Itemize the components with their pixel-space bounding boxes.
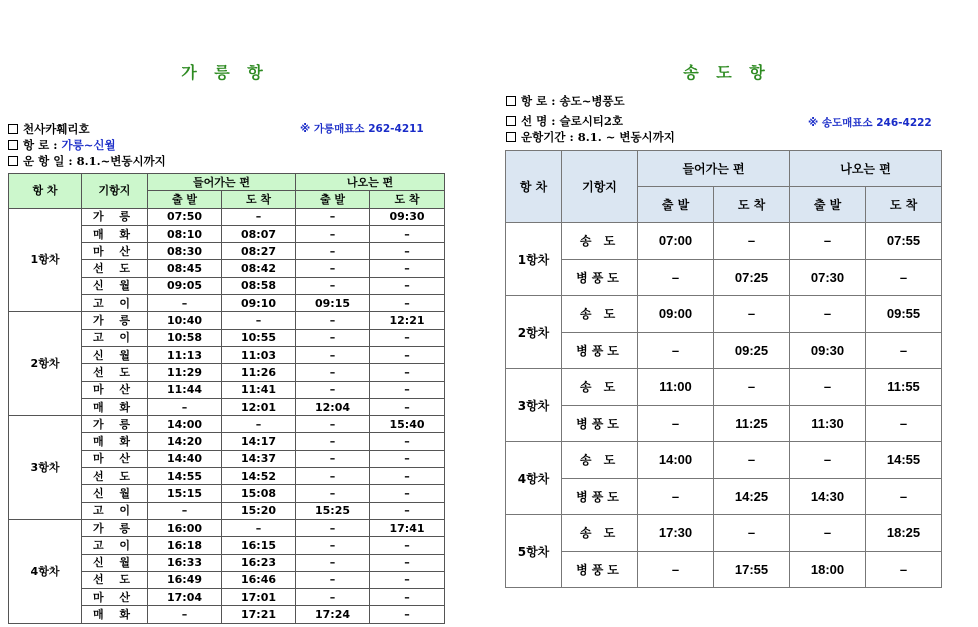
time-cell: – <box>370 225 445 242</box>
port-cell: 선 도 <box>82 260 148 277</box>
time-cell: 09:30 <box>370 208 445 225</box>
time-cell: – <box>714 369 790 406</box>
time-cell: – <box>296 519 370 536</box>
time-cell: 16:49 <box>148 571 222 588</box>
header-voyage: 항 차 <box>506 151 562 223</box>
left-contact: ※ 가릉매표소 262-4211 <box>300 123 424 135</box>
voyage-cell: 1항차 <box>506 223 562 296</box>
time-cell: 07:55 <box>866 223 942 260</box>
header-depart: 출 발 <box>638 187 714 223</box>
time-cell: 17:21 <box>222 606 296 623</box>
time-cell: – <box>296 589 370 606</box>
left-section-title: 가 릉 항 <box>181 63 269 82</box>
time-cell: 12:21 <box>370 312 445 329</box>
header-arrive: 도 착 <box>866 187 942 223</box>
port-cell: 선 도 <box>82 571 148 588</box>
time-cell: – <box>370 364 445 381</box>
time-cell: 11:25 <box>714 405 790 442</box>
voyage-cell: 3항차 <box>9 416 82 520</box>
time-cell: 11:41 <box>222 381 296 398</box>
left-timetable <box>8 173 445 624</box>
table-row <box>9 519 445 536</box>
header-depart: 출 발 <box>148 191 222 208</box>
port-cell: 마 산 <box>82 243 148 260</box>
voyage-cell: 3항차 <box>506 369 562 442</box>
time-cell: – <box>222 208 296 225</box>
time-cell: 14:00 <box>148 416 222 433</box>
checkbox-icon <box>8 124 18 134</box>
port-cell: 선 도 <box>82 468 148 485</box>
table-row <box>506 296 942 333</box>
time-cell: 08:45 <box>148 260 222 277</box>
table-row <box>506 405 942 442</box>
table-row <box>9 208 445 225</box>
time-cell: – <box>370 450 445 467</box>
time-cell: – <box>714 442 790 479</box>
time-cell: 14:17 <box>222 433 296 450</box>
port-cell: 송 도 <box>562 223 638 260</box>
port-cell: 병풍도 <box>562 332 638 369</box>
checkbox-icon <box>506 96 516 106</box>
time-cell: – <box>790 515 866 552</box>
time-cell: – <box>370 277 445 294</box>
time-cell: 11:55 <box>866 369 942 406</box>
time-cell: 10:58 <box>148 329 222 346</box>
time-cell: – <box>714 515 790 552</box>
time-cell: – <box>790 296 866 333</box>
time-cell: 09:25 <box>714 332 790 369</box>
time-cell: – <box>370 571 445 588</box>
time-cell: – <box>370 346 445 363</box>
table-row <box>506 259 942 296</box>
port-cell: 가 릉 <box>82 312 148 329</box>
time-cell: – <box>296 260 370 277</box>
header-outbound: 나오는 편 <box>790 151 942 187</box>
time-cell: 14:37 <box>222 450 296 467</box>
time-cell: 15:15 <box>148 485 222 502</box>
time-cell: – <box>222 416 296 433</box>
time-cell: 16:46 <box>222 571 296 588</box>
time-cell: – <box>866 332 942 369</box>
time-cell: 14:52 <box>222 468 296 485</box>
time-cell: 14:55 <box>866 442 942 479</box>
port-cell: 병풍도 <box>562 259 638 296</box>
voyage-cell: 2항차 <box>9 312 82 416</box>
port-cell: 병풍도 <box>562 551 638 588</box>
voyage-cell: 1항차 <box>9 208 82 312</box>
time-cell: – <box>370 537 445 554</box>
port-cell: 가 릉 <box>82 208 148 225</box>
time-cell: 17:01 <box>222 589 296 606</box>
time-cell: 12:01 <box>222 398 296 415</box>
time-cell: 14:40 <box>148 450 222 467</box>
time-cell: – <box>638 332 714 369</box>
time-cell: – <box>222 312 296 329</box>
right-ship-name: 선 명 : 슬로시티2호 <box>506 113 623 129</box>
time-cell: – <box>296 468 370 485</box>
time-cell: 08:27 <box>222 243 296 260</box>
time-cell: 07:00 <box>638 223 714 260</box>
time-cell: 12:04 <box>296 398 370 415</box>
time-cell: – <box>370 381 445 398</box>
time-cell: 14:55 <box>148 468 222 485</box>
time-cell: – <box>370 485 445 502</box>
checkbox-icon <box>8 156 18 166</box>
right-timetable <box>505 150 942 588</box>
time-cell: – <box>714 223 790 260</box>
time-cell: – <box>296 225 370 242</box>
time-cell: 15:40 <box>370 416 445 433</box>
time-cell: 18:00 <box>790 551 866 588</box>
left-route-value: 가릉~신월 <box>61 138 116 152</box>
time-cell: 15:20 <box>222 502 296 519</box>
header-port: 기항지 <box>562 151 638 223</box>
checkbox-icon <box>506 132 516 142</box>
time-cell: – <box>370 295 445 312</box>
checkbox-icon <box>506 116 516 126</box>
time-cell: – <box>296 364 370 381</box>
time-cell: 09:15 <box>296 295 370 312</box>
time-cell: – <box>296 208 370 225</box>
time-cell: – <box>296 381 370 398</box>
time-cell: – <box>370 243 445 260</box>
time-cell: – <box>296 416 370 433</box>
time-cell: 08:07 <box>222 225 296 242</box>
right-period: 운항기간 : 8.1. ~ 변동시까지 <box>506 129 675 145</box>
header-port: 기항지 <box>82 174 148 209</box>
time-cell: 09:30 <box>790 332 866 369</box>
voyage-cell: 5항차 <box>506 515 562 588</box>
port-cell: 송 도 <box>562 296 638 333</box>
time-cell: 09:00 <box>638 296 714 333</box>
time-cell: – <box>370 606 445 623</box>
time-cell: 16:18 <box>148 537 222 554</box>
table-row <box>9 416 445 433</box>
time-cell: 11:13 <box>148 346 222 363</box>
time-cell: – <box>790 369 866 406</box>
table-row <box>506 551 942 588</box>
time-cell: 08:42 <box>222 260 296 277</box>
time-cell: – <box>296 346 370 363</box>
time-cell: – <box>866 259 942 296</box>
time-cell: – <box>148 606 222 623</box>
port-cell: 마 산 <box>82 381 148 398</box>
checkbox-icon <box>8 140 18 150</box>
time-cell: 07:30 <box>790 259 866 296</box>
table-row <box>506 515 942 552</box>
header-depart: 출 발 <box>296 191 370 208</box>
port-cell: 매 화 <box>82 225 148 242</box>
port-cell: 송 도 <box>562 442 638 479</box>
time-cell: – <box>296 243 370 260</box>
time-cell: – <box>370 502 445 519</box>
time-cell: 08:30 <box>148 243 222 260</box>
header-arrive: 도 착 <box>370 191 445 208</box>
port-cell: 가 릉 <box>82 519 148 536</box>
time-cell: 11:03 <box>222 346 296 363</box>
left-ship-name: 천사카훼리호 <box>8 121 90 137</box>
voyage-cell: 4항차 <box>506 442 562 515</box>
port-cell: 매 화 <box>82 433 148 450</box>
port-cell: 신 월 <box>82 554 148 571</box>
time-cell: 17:30 <box>638 515 714 552</box>
time-cell: – <box>370 329 445 346</box>
time-cell: 10:40 <box>148 312 222 329</box>
time-cell: 14:20 <box>148 433 222 450</box>
time-cell: – <box>222 519 296 536</box>
time-cell: – <box>370 433 445 450</box>
time-cell: – <box>296 485 370 502</box>
time-cell: 11:29 <box>148 364 222 381</box>
time-cell: 16:15 <box>222 537 296 554</box>
time-cell: – <box>296 277 370 294</box>
time-cell: 18:25 <box>866 515 942 552</box>
port-cell: 신 월 <box>82 346 148 363</box>
port-cell: 가 릉 <box>82 416 148 433</box>
time-cell: 14:25 <box>714 478 790 515</box>
time-cell: 15:08 <box>222 485 296 502</box>
port-cell: 고 이 <box>82 329 148 346</box>
port-cell: 신 월 <box>82 277 148 294</box>
port-cell: 마 산 <box>82 589 148 606</box>
header-depart: 출 발 <box>790 187 866 223</box>
left-route: 항 로 : 가릉~신월 <box>8 137 116 153</box>
time-cell: 16:00 <box>148 519 222 536</box>
table-row <box>506 478 942 515</box>
time-cell: – <box>148 295 222 312</box>
time-cell: 08:10 <box>148 225 222 242</box>
time-cell: – <box>370 260 445 277</box>
port-cell: 고 이 <box>82 537 148 554</box>
time-cell: 14:30 <box>790 478 866 515</box>
time-cell: – <box>370 589 445 606</box>
time-cell: – <box>866 551 942 588</box>
time-cell: 17:04 <box>148 589 222 606</box>
time-cell: – <box>370 398 445 415</box>
port-cell: 매 화 <box>82 398 148 415</box>
right-route: 항 로 : 송도~병풍도 <box>506 93 625 109</box>
time-cell: – <box>296 537 370 554</box>
port-cell: 고 이 <box>82 295 148 312</box>
time-cell: 17:24 <box>296 606 370 623</box>
port-cell: 고 이 <box>82 502 148 519</box>
time-cell: – <box>370 554 445 571</box>
time-cell: 15:25 <box>296 502 370 519</box>
port-cell: 매 화 <box>82 606 148 623</box>
port-cell: 신 월 <box>82 485 148 502</box>
voyage-cell: 4항차 <box>9 519 82 623</box>
time-cell: 07:25 <box>714 259 790 296</box>
time-cell: 09:10 <box>222 295 296 312</box>
left-period: 운 항 일 : 8.1.~변동시까지 <box>8 153 166 169</box>
port-cell: 마 산 <box>82 450 148 467</box>
port-cell: 선 도 <box>82 364 148 381</box>
time-cell: – <box>296 450 370 467</box>
table-row <box>9 312 445 329</box>
time-cell: 11:30 <box>790 405 866 442</box>
time-cell: – <box>714 296 790 333</box>
time-cell: 11:44 <box>148 381 222 398</box>
time-cell: 09:05 <box>148 277 222 294</box>
port-cell: 병풍도 <box>562 405 638 442</box>
time-cell: 07:50 <box>148 208 222 225</box>
time-cell: – <box>296 312 370 329</box>
header-outbound: 나오는 편 <box>296 174 445 191</box>
time-cell: 17:55 <box>714 551 790 588</box>
time-cell: – <box>296 329 370 346</box>
time-cell: 16:23 <box>222 554 296 571</box>
time-cell: – <box>790 442 866 479</box>
time-cell: 16:33 <box>148 554 222 571</box>
time-cell: – <box>638 551 714 588</box>
voyage-cell: 2항차 <box>506 296 562 369</box>
header-inbound: 들어가는 편 <box>148 174 296 191</box>
header-inbound: 들어가는 편 <box>638 151 790 187</box>
time-cell: – <box>638 259 714 296</box>
time-cell: 10:55 <box>222 329 296 346</box>
time-cell: – <box>296 554 370 571</box>
time-cell: – <box>296 433 370 450</box>
time-cell: – <box>638 478 714 515</box>
time-cell: 11:26 <box>222 364 296 381</box>
table-row <box>506 369 942 406</box>
header-arrive: 도 착 <box>714 187 790 223</box>
time-cell: 14:00 <box>638 442 714 479</box>
time-cell: – <box>866 478 942 515</box>
time-cell: – <box>638 405 714 442</box>
time-cell: 17:41 <box>370 519 445 536</box>
right-contact: ※ 송도매표소 246-4222 <box>808 117 932 129</box>
table-row <box>506 223 942 260</box>
time-cell: 08:58 <box>222 277 296 294</box>
port-cell: 병풍도 <box>562 478 638 515</box>
time-cell: – <box>148 398 222 415</box>
table-row <box>506 332 942 369</box>
table-row <box>506 442 942 479</box>
time-cell: – <box>148 502 222 519</box>
time-cell: – <box>866 405 942 442</box>
time-cell: 09:55 <box>866 296 942 333</box>
time-cell: – <box>296 571 370 588</box>
time-cell: – <box>370 468 445 485</box>
time-cell: – <box>790 223 866 260</box>
header-voyage: 항 차 <box>9 174 82 209</box>
port-cell: 송 도 <box>562 369 638 406</box>
right-section-title: 송 도 항 <box>683 63 771 82</box>
port-cell: 송 도 <box>562 515 638 552</box>
time-cell: 11:00 <box>638 369 714 406</box>
header-arrive: 도 착 <box>222 191 296 208</box>
